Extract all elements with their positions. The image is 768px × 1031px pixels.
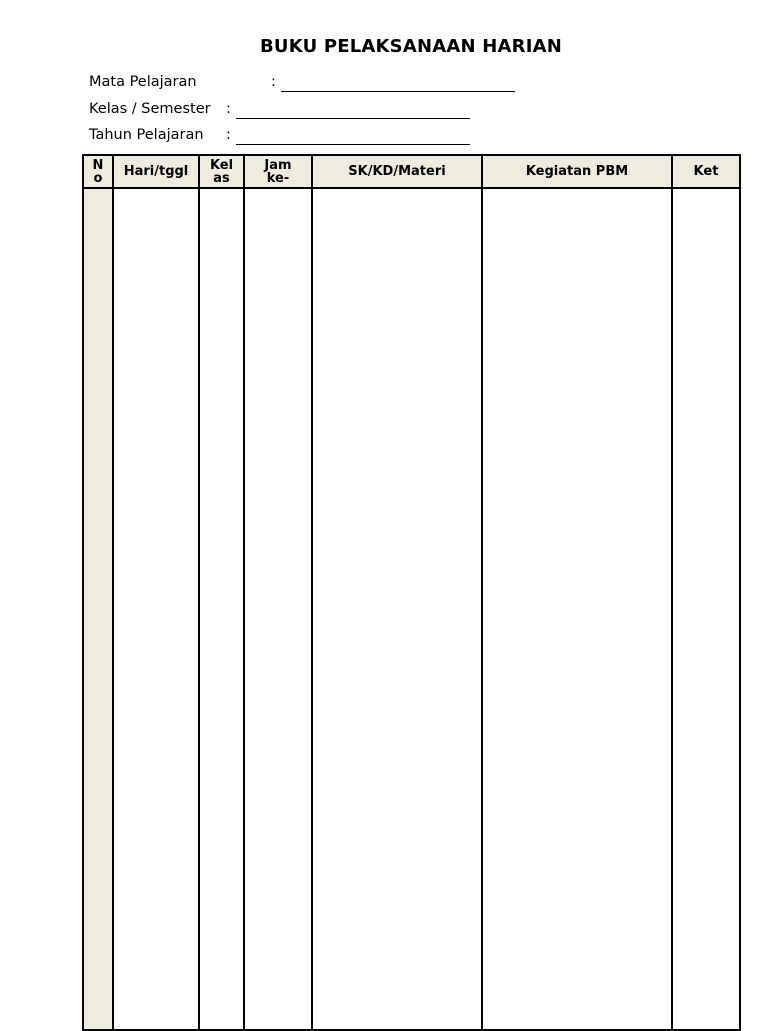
field-input-line-tahun-pelajaran[interactable] <box>236 144 470 145</box>
field-kelas-semester <box>89 101 231 117</box>
cell-ket[interactable] <box>672 188 740 1030</box>
cell-no[interactable] <box>83 188 113 1030</box>
cell-kelas[interactable] <box>199 188 244 1030</box>
header-kelas <box>199 155 244 188</box>
field-label-kelas-semester: Kelas / Semester <box>89 101 211 117</box>
header-sk-kd-materi: SK/KD/Materi <box>312 155 482 188</box>
cell-jam-ke[interactable] <box>244 188 312 1030</box>
header-kelas-line2: as <box>213 170 230 186</box>
field-mata-pelajaran <box>89 74 276 90</box>
field-label-tahun-pelajaran: Tahun Pelajaran <box>89 127 204 143</box>
document-title: BUKU PELAKSANAAN HARIAN <box>260 36 562 57</box>
table-header-row <box>83 155 740 188</box>
field-colon: : <box>271 74 276 90</box>
table-row <box>83 188 740 1030</box>
header-jam-line2: ke- <box>266 170 290 186</box>
field-input-line-mata-pelajaran[interactable] <box>281 91 515 92</box>
header-no-line1: N <box>92 157 104 173</box>
header-jam-line1: Jam <box>264 157 292 173</box>
header-kegiatan-pbm: Kegiatan PBM <box>482 155 672 188</box>
cell-hari-tggl[interactable] <box>113 188 199 1030</box>
field-colon: : <box>226 101 231 117</box>
field-colon: : <box>226 127 231 143</box>
field-tahun-pelajaran <box>89 127 231 143</box>
header-jam-ke <box>244 155 312 188</box>
cell-sk-kd-materi[interactable] <box>312 188 482 1030</box>
header-no-line2: o <box>93 170 103 186</box>
header-no <box>83 155 113 188</box>
field-label-mata-pelajaran: Mata Pelajaran <box>89 74 197 90</box>
daily-log-table <box>82 154 741 1031</box>
field-input-line-kelas-semester[interactable] <box>236 118 470 119</box>
header-ket: Ket <box>672 155 740 188</box>
header-kelas-line1: Kel <box>209 157 234 173</box>
header-hari-tggl: Hari/tggl <box>113 155 199 188</box>
cell-kegiatan-pbm[interactable] <box>482 188 672 1030</box>
